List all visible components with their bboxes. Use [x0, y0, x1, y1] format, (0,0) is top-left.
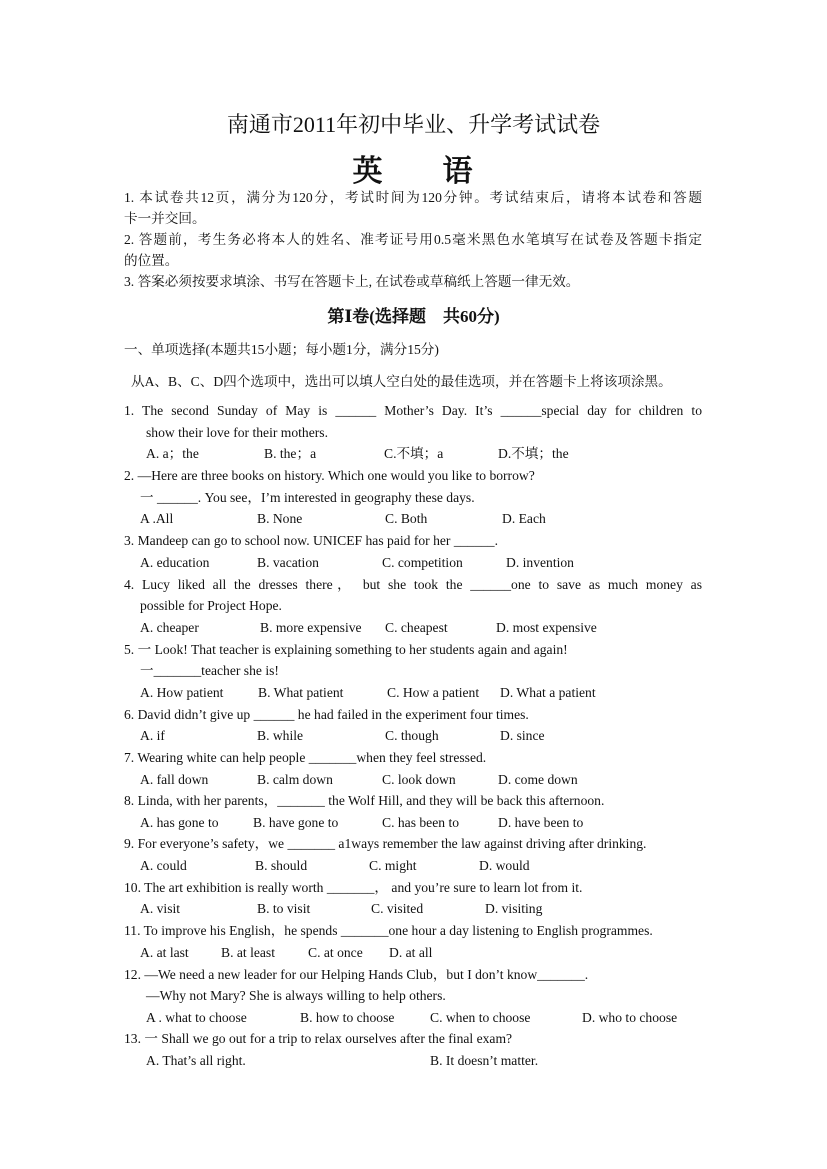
- question-7-option-b: B. calm down: [257, 772, 333, 787]
- question-5-stem-cont: 一_______teacher she is!: [140, 663, 279, 678]
- question-11-stem: 11. To improve his English，he spends _______one hour a day listening to English programmes.: [124, 923, 653, 938]
- question-1-option-b: B. the；a: [264, 446, 317, 461]
- question-3-option-a: A. education: [140, 555, 210, 570]
- subject-char-2: 语: [442, 155, 475, 188]
- question-13-option-b: B. It doesn’t matter.: [430, 1053, 539, 1068]
- question-7-option-d: D. come down: [498, 772, 578, 787]
- question-2-option-a: A .All: [140, 511, 174, 526]
- question-4-stem: 4. Lucy liked all the dresses there， but she took the ______one to save as much money as: [124, 577, 702, 592]
- question-11-option-d: D. at all: [389, 945, 433, 960]
- question-2-option-c: C. Both: [385, 511, 428, 526]
- part-1-instruction: 从A、B、C、D四个选项中，选出可以填人空白处的最佳选项，并在答题卡上将该项涂黑。: [131, 374, 672, 389]
- question-8-stem: 8. Linda, with her parents，_______ the Wolf Hill, and they will be back this afternoon.: [124, 793, 605, 808]
- question-1-stem: 1. The second Sunday of May is ______ Mother’s Day. It’s ______special day for children to: [124, 403, 702, 418]
- question-7-option-c: C. look down: [382, 772, 456, 787]
- question-6-stem: 6. David didn’t give up ______ he had failed in the experiment four times.: [124, 707, 529, 722]
- question-9-option-b: B. should: [255, 858, 308, 873]
- question-13-option-a: A. That’s all right.: [146, 1053, 246, 1068]
- note-2-line-2: 的位置。: [124, 253, 179, 268]
- question-13-stem: 13. 一 Shall we go out for a trip to relax ourselves after the final exam?: [124, 1031, 513, 1046]
- question-12-option-b: B. how to choose: [300, 1010, 395, 1025]
- question-10-option-a: A. visit: [140, 901, 181, 916]
- question-8-option-d: D. have been to: [498, 815, 584, 830]
- question-12-option-c: C. when to choose: [430, 1010, 531, 1025]
- question-8-option-a: A. has gone to: [140, 815, 219, 830]
- question-5-option-c: C. How a patient: [387, 685, 480, 700]
- question-4-option-d: D. most expensive: [496, 620, 597, 635]
- question-1-option-a: A. a；the: [146, 446, 199, 461]
- question-8-option-c: C. has been to: [382, 815, 460, 830]
- question-1-option-d: D.不填；the: [498, 446, 569, 461]
- question-4-stem-cont: possible for Project Hope.: [140, 598, 282, 613]
- question-7-stem: 7. Wearing white can help people _______when they feel stressed.: [124, 750, 487, 765]
- question-4-option-a: A. cheaper: [140, 620, 199, 635]
- question-12-stem-cont: —Why not Mary? She is always willing to help others.: [146, 988, 446, 1003]
- question-12-option-d: D. who to choose: [582, 1010, 678, 1025]
- question-12-option-a: A . what to choose: [146, 1010, 247, 1025]
- exam-title: 南通市2011年初中毕业、升学考试试卷: [226, 112, 601, 137]
- question-3-option-d: D. invention: [506, 555, 574, 570]
- question-2-stem-cont: 一 ______. You see，I’m interested in geography these days.: [140, 490, 475, 505]
- question-3-option-b: B. vacation: [257, 555, 319, 570]
- note-2-line-1: 2. 答题前，考生务必将本人的姓名、准考证号用0.5毫米黑色水笔填写在试卷及答题卡指定: [124, 232, 702, 247]
- question-8-option-b: B. have gone to: [253, 815, 339, 830]
- question-9-option-a: A. could: [140, 858, 187, 873]
- question-1-option-c: C.不填；a: [384, 446, 444, 461]
- note-1-line-2: 卡一并交回。: [124, 211, 206, 226]
- question-3-option-c: C. competition: [382, 555, 463, 570]
- question-9-option-c: C. might: [369, 858, 417, 873]
- question-2-option-b: B. None: [257, 511, 303, 526]
- question-4-option-b: B. more expensive: [260, 620, 362, 635]
- question-5-option-d: D. What a patient: [500, 685, 596, 700]
- question-10-stem: 10. The art exhibition is really worth _______， and you’re sure to learn lot from it.: [124, 880, 583, 895]
- question-6-option-c: C. though: [385, 728, 439, 743]
- question-11-option-b: B. at least: [221, 945, 275, 960]
- question-10-option-c: C. visited: [371, 901, 424, 916]
- subject-char-1: 英: [352, 155, 385, 188]
- question-6-option-b: B. while: [257, 728, 304, 743]
- question-5-stem: 5. 一 Look! That teacher is explaining something to her students again and again!: [124, 642, 568, 657]
- question-5-option-b: B. What patient: [258, 685, 344, 700]
- subject-title: [0, 146, 827, 190]
- section-heading: 第Ⅰ卷(选择题 共60分): [327, 307, 500, 326]
- question-11-option-c: C. at once: [308, 945, 363, 960]
- question-10-option-d: D. visiting: [485, 901, 543, 916]
- question-2-option-d: D. Each: [502, 511, 546, 526]
- question-11-option-a: A. at last: [140, 945, 189, 960]
- question-9-option-d: D. would: [479, 858, 530, 873]
- question-1-stem-cont: show their love for their mothers.: [146, 425, 328, 440]
- question-10-option-b: B. to visit: [257, 901, 311, 916]
- question-4-option-c: C. cheapest: [385, 620, 448, 635]
- question-2-stem: 2. —Here are three books on history. Which one would you like to borrow?: [124, 468, 535, 483]
- question-6-option-d: D. since: [500, 728, 545, 743]
- question-12-stem: 12. —We need a new leader for our Helping Hands Club，but I don’t know_______.: [124, 967, 589, 982]
- question-7-option-a: A. fall down: [140, 772, 209, 787]
- question-5-option-a: A. How patient: [140, 685, 224, 700]
- note-3-line-1: 3. 答案必须按要求填涂、书写在答题卡上, 在试卷或草稿纸上答题一律无效。: [124, 274, 580, 289]
- note-1-line-1: 1. 本试卷共12页，满分为120分，考试时间为120分钟。考试结束后，请将本试卷和答题: [124, 190, 702, 205]
- question-9-stem: 9. For everyone’s safety，we _______ a1ways remember the law against driving after drinking.: [124, 836, 647, 851]
- part-1-title: 一、单项选择(本题共15小题；每小题1分，满分15分): [124, 342, 439, 357]
- question-3-stem: 3. Mandeep can go to school now. UNICEF has paid for her ______.: [124, 533, 499, 548]
- question-6-option-a: A. if: [140, 728, 165, 743]
